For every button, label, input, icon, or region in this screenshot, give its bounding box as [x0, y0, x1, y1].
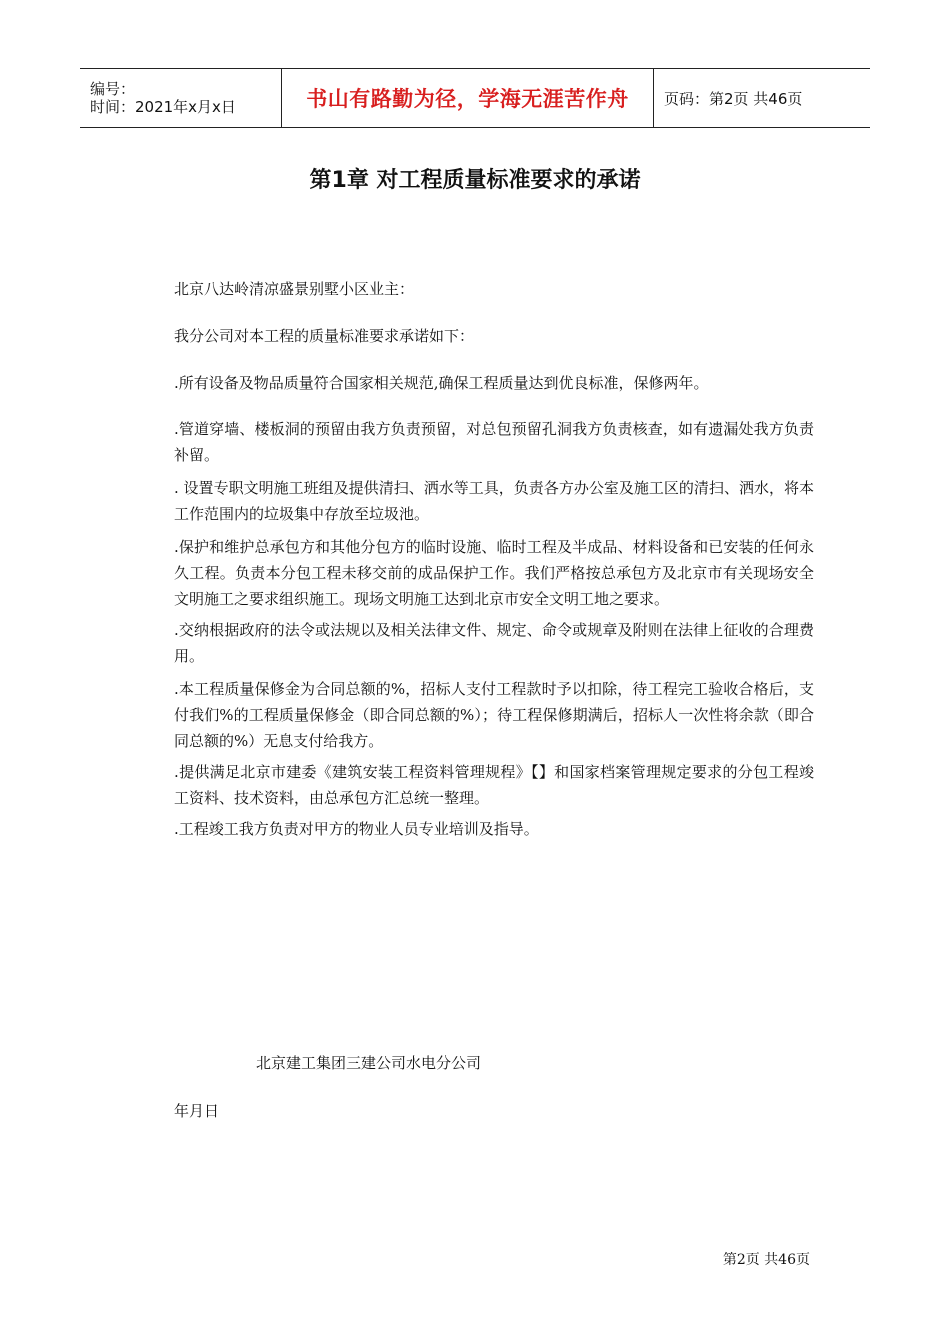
page-footer: 第2页 共46页: [722, 1252, 810, 1268]
motto-text: 书山有路勤为径，学海无涯苦作舟: [306, 87, 629, 111]
list-item: .管道穿墙、楼板洞的预留由我方负责预留，对总包预留孔洞我方负责核查，如有遗漏处我方负责补留。: [174, 420, 814, 464]
signature: 北京建工集团三建公司水电分公司: [256, 1054, 482, 1072]
chapter-title: 第1章 对工程质量标准要求的承诺: [309, 168, 641, 193]
intro-paragraph: 我分公司对本工程的质量标准要求承诺如下：: [174, 327, 475, 345]
list-item: .保护和维护总承包方和其他分包方的临时设施、临时工程及半成品、材料设备和已安装的任何永久工程。负责本分包工程未移交前的成品保护工作。我们严格按总承包方及北京市有关现场安全文明施工之要求组织施工。现场文明施工达到北京市安全文明工地之要求。: [174, 538, 814, 608]
list-item: .所有设备及物品质量符合国家相关规范,确保工程质量达到优良标准，保修两年。: [174, 374, 709, 392]
page-header: [80, 68, 870, 128]
list-item: .提供满足北京市建委《建筑安装工程资料管理规程》【】和国家档案管理规定要求的分包工程竣工资料、技术资料，由总承包方汇总统一整理。: [174, 763, 814, 807]
header-page: [654, 69, 870, 127]
date-line: 年月日: [174, 1102, 220, 1120]
number-label: 编号：: [90, 80, 136, 98]
page-label: 页码：第2页 共46页: [664, 89, 803, 108]
list-item: . 设置专职文明施工班组及提供清扫、洒水等工具，负责各方办公室及施工区的清扫、洒水，将本工作范围内的垃圾集中存放至垃圾池。: [174, 479, 814, 523]
list-item: .交纳根据政府的法令或法规以及相关法律文件、规定、命令或规章及附则在法律上征收的合理费用。: [174, 621, 814, 665]
list-item: .本工程质量保修金为合同总额的%，招标人支付工程款时予以扣除，待工程完工验收合格后，支付我们%的工程质量保修金（即合同总额的%）；待工程保修期满后，招标人一次性将余款（即合同总额的%）无息支付给我方。: [174, 680, 814, 750]
header-motto: [282, 69, 654, 127]
salutation: 北京八达岭清凉盛景别墅小区业主：: [174, 280, 415, 298]
time-label: 时间：2021年x月x日: [90, 98, 236, 116]
list-item: .工程竣工我方负责对甲方的物业人员专业培训及指导。: [174, 820, 539, 838]
header-meta: [80, 69, 282, 127]
